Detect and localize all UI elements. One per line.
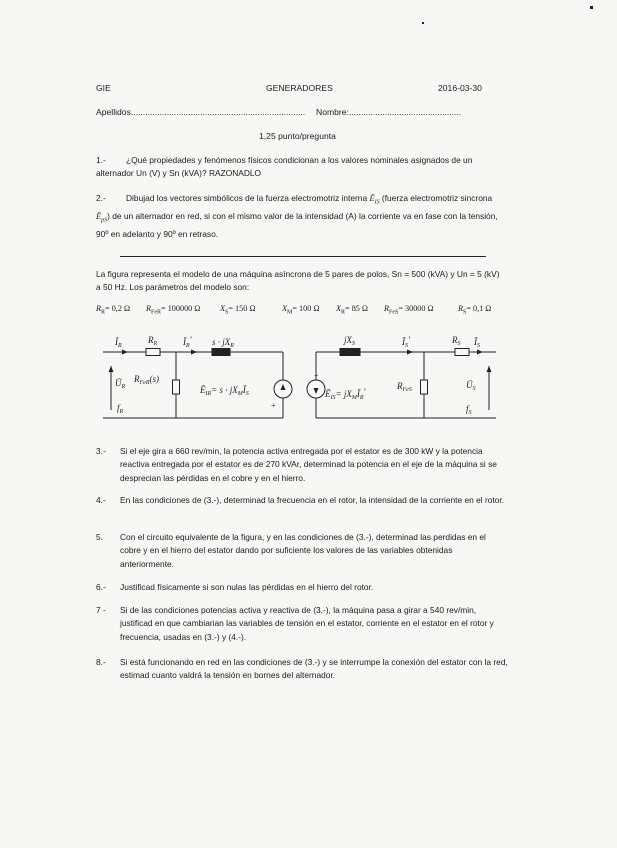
question-text: Con el circuito equivalente de la figura, y en las condiciones de (3.-), determinad las perdidas en el cobre y en el hierro del estator dando por suficiente los valores de las variables obtenidas anteriormente. (120, 532, 486, 569)
label-IR-prime: $Ī_R'$ (183, 335, 192, 349)
question-number: 5. (96, 532, 103, 542)
question-3 (96, 445, 508, 487)
label-sjXR: $s \cdot jX_R$ (212, 337, 234, 349)
label-fS: $f_S$ (466, 404, 472, 416)
question-text: Si está funcionando en red en las condiciones de (3.-) y se interrumpe la conexión del estator con la red, estimad cuanto valdrá la tensión en bornes del alternador. (120, 657, 508, 681)
label-UR: $Ū_R$ (115, 378, 126, 390)
param-RFeS: $R_{FeS}= 30000$ Ω (384, 304, 434, 316)
question-text: ¿Qué propiedades y fenómenos físicos condicionan a los valores nominales asignados de un alternador Un (V) y Sn (kVA)? RAZONADLO (96, 155, 473, 179)
question-number: 1.- (96, 155, 106, 165)
question-number: 8.- (96, 657, 106, 667)
param-RS: $R_S= 0,1$ Ω (458, 304, 492, 316)
header-title: GENERADORES (266, 83, 333, 93)
question-text: Dibujad los vectores simbólicos de la fuerza electromotriz interna $Ē_{IS}$ (fuerza electromotriz sincrona $Ē_{pS}$) de un alternador en red, si con el mismo valor de la intensidad (A) la corriente va en fase con la tensión, 90º en adelanto y 90º en retraso. (96, 193, 498, 240)
question-7 (96, 604, 508, 646)
name-field: Nombre:............................................... (316, 107, 462, 117)
question-text: Si de las condiciones potencias activa y reactiva de (3.-), la máquina pasa a girar a 540 rev/min, justificad en que cambiarian las variables de tensión en el estator, corriente en el estator en el rotor y frecuencia, usadas en (3.-) y (4.-). (120, 605, 494, 642)
question-6 (96, 581, 508, 595)
label-IS: $Ī_S$ (474, 337, 480, 349)
label-RS: $R_S$ (452, 335, 461, 347)
header-date: 2016-03-30 (438, 83, 482, 93)
label-IR: $Ī_R$ (115, 337, 122, 349)
label-EIS: $Ē_{IS}=$ $jX_MĪ_R'$ (325, 387, 366, 401)
question-number: 2.- (96, 193, 106, 203)
label-fR: $f_R$ (117, 403, 124, 415)
emf-symbol: $Ē_{pS}$ (96, 212, 108, 224)
question-4 (96, 494, 508, 522)
param-XR: $X_R= 85$ Ω (336, 304, 369, 316)
question-5 (96, 531, 508, 573)
question-8 (96, 656, 508, 684)
question-number: 4.- (96, 495, 106, 505)
label-US: $Ū_S$ (466, 380, 476, 392)
surname-field: Apellidos......................................................................... (96, 107, 306, 117)
header-subject: GIE (96, 83, 111, 93)
label-plus: + (271, 401, 276, 410)
label-RFeR: $R_{FeR}(s)$ (134, 374, 159, 386)
emf-symbol: $Ē_{IS}$ (369, 194, 380, 206)
question-number: 3.- (96, 446, 106, 456)
question-text: Si el eje gira a 660 rev/min, la potencia activa entregada por el estator es de 300 kW y la potencia reactiva entregada por el estator es de 270 kVAr, determinad la potencia en el eje de la máquina si se desprecian las pérdidas en el cobre y en el hierro. (120, 446, 497, 483)
question-text: En las condiciones de (3.-), determinad la frecuencia en el rotor, la intensidad de la corriente en el rotor. (120, 495, 505, 505)
label-EIR: $Ē_{IR}= s$ · $jX_MĪ_S$ (200, 385, 249, 397)
param-RR: $R_R= 0,2$ Ω (96, 304, 131, 316)
score-note: 1,25 punto/pregunta (259, 131, 336, 141)
question-number: 6.- (96, 582, 106, 592)
label-plus: + (314, 371, 319, 380)
label-RR: $R_R$ (148, 335, 158, 347)
label-IS-prime: $Ī_S'$ (402, 335, 410, 349)
param-XS: $X_S= 150$ Ω (220, 304, 256, 316)
question-number: 7 - (96, 605, 106, 615)
problem-intro: La figura representa el modelo de una máquina asíncrona de 5 pares de polos, Sn = 500 (kVA) y Un = 5 (kV) a 50 Hz. Los parámetros del modelo son: (96, 269, 500, 293)
param-RFeR: $R_{FeR}= 100000$ Ω (146, 304, 201, 316)
label-jXS: $jX_S$ (344, 335, 355, 347)
param-XM: $X_M= 100$ Ω (282, 304, 320, 316)
question-text: Justificad físicamente si son nulas las pérdidas en el hierro del rotor. (120, 582, 374, 592)
label-RFeS: $R_{FeS}$ (397, 381, 412, 393)
